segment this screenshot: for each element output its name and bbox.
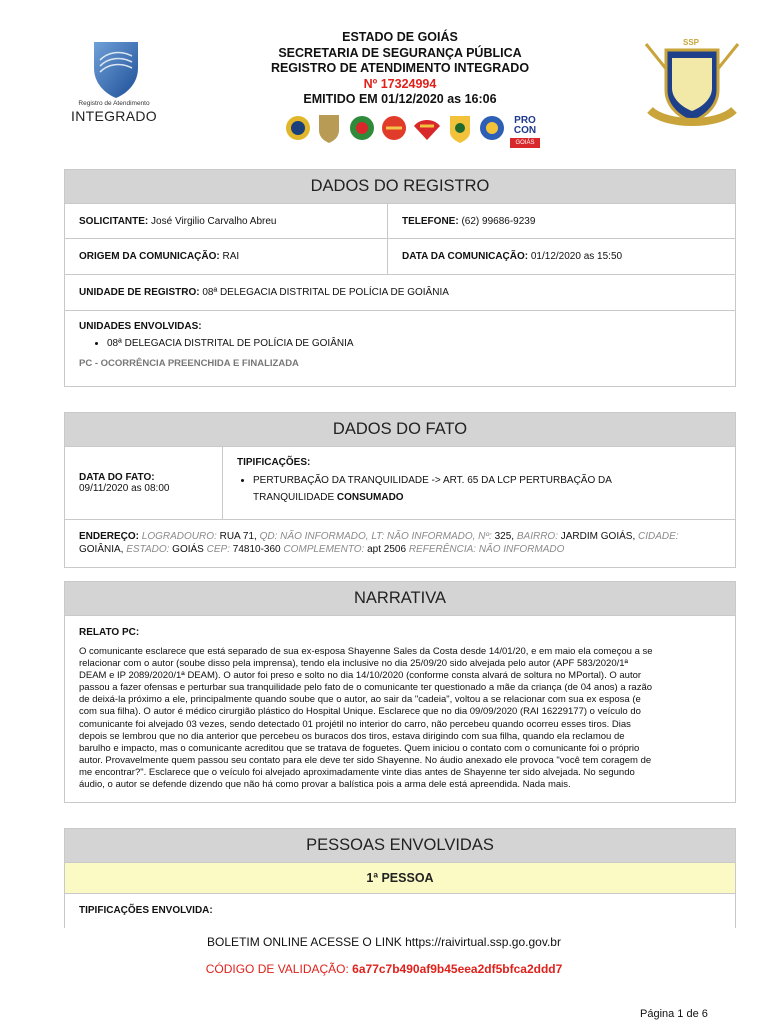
- unit-value: 08ª DELEGACIA DISTRITAL DE POLÍCIA DE GOIÂNIA: [202, 287, 449, 298]
- logo-title: INTEGRADO: [71, 108, 157, 124]
- comm-date-cell: [387, 239, 735, 274]
- issued-date: EMITIDO EM 01/12/2020 as 16:06: [303, 92, 497, 106]
- complement-key: COMPLEMENTO:: [283, 544, 365, 555]
- procon-logo: [510, 116, 540, 148]
- requester-value: José Virgilio Carvalho Abreu: [151, 215, 277, 227]
- online-link-text: BOLETIM ONLINE ACESSE O LINK https://raivirtual.ssp.go.gov.br: [207, 935, 561, 949]
- block-key: QD: NÃO INFORMADO,: [259, 531, 369, 542]
- status-text: PC - OCORRÊNCIA PREENCHIDA E FINALIZADA: [79, 358, 299, 369]
- narrative-line: me encontrar?". Esclarece que o veículo foi alvejado aproximadamente vinte dias antes de Shayenne ter sido alvejada. No segundo: [79, 766, 635, 778]
- typification-status: CONSUMADO: [336, 492, 404, 503]
- wings-badge-icon: [412, 112, 442, 144]
- detran-badge-icon: [380, 112, 408, 144]
- origin-cell: [65, 239, 387, 274]
- registry-section-title: DADOS DO REGISTRO: [65, 170, 735, 204]
- narrative-line: áudio, o autor se defende dizendo que não há como provar a balística pois a arma dele está apreendida. Nada mais.: [79, 779, 571, 791]
- address-label: ENDEREÇO:: [79, 531, 140, 542]
- requester-cell: [65, 204, 387, 238]
- number-value: 325,: [494, 531, 515, 542]
- ssp-emblem-icon: [636, 38, 748, 130]
- narrative-line: de deixá-la próximo a ele, principalmente quando soube que o autor, ao sair da "cadeia", voltou a se relacionar com sua ex esposa (e: [79, 694, 641, 706]
- ssp-label: SSP: [683, 38, 700, 47]
- validation-code: [0, 962, 768, 976]
- registry-data-section: [64, 169, 736, 387]
- typification-line2: TRANQUILIDADE: [253, 492, 335, 503]
- involved-units-list: [79, 338, 721, 349]
- complement-value: apt 2506: [367, 544, 407, 555]
- agency-badges: [278, 112, 538, 152]
- narrative-section-title: NARRATIVA: [65, 582, 735, 616]
- unit-row: [65, 275, 735, 311]
- narrative-line: DEAM e IP 2089/2020/1ª DEAM). O autor foi preso e solto no dia 14/10/2020 (conforme consta alvará de soltura no MPortal). O autor: [79, 670, 642, 682]
- zip-key: CEP:: [206, 544, 230, 555]
- comm-date-value: 01/12/2020 as 15:50: [530, 251, 623, 262]
- street-key: LOGRADOURO:: [141, 531, 217, 542]
- narrative-line: depois se lembrou que no dia anterior que percebeu os buracos dos tiros, estava dirigindo com sua filha, quando ela reclamou de: [79, 730, 625, 742]
- involved-units-block: [65, 311, 735, 369]
- lot-key: LT: NÃO INFORMADO,: [371, 531, 476, 542]
- fact-date-label: DATA DO FATO:: [79, 472, 155, 483]
- narrative-line: comunicante foi alvejado 03 vezes, sendo detectado 01 projétil no interior do carro, não percebeu quando ocorreu esses tiros. Dias: [79, 718, 631, 730]
- cbm-badge-icon: [348, 112, 376, 144]
- header-text: [200, 30, 600, 108]
- zip-value: 74810-360: [232, 544, 281, 555]
- narrative-section: [64, 581, 736, 803]
- phone-cell: [387, 204, 735, 238]
- procon-sub: GOIÁS: [510, 138, 540, 148]
- number-key: Nº:: [478, 531, 492, 542]
- phone-label: TELEFONE:: [402, 215, 459, 227]
- requester-label: SOLICITANTE:: [79, 215, 149, 227]
- requester-row: [65, 204, 735, 239]
- fact-date-value: 09/11/2020 as 08:00: [79, 483, 170, 494]
- narrative-line: barulho e impacto, mas o comunicante acreditou que se tratava de foguetes. Quem iniciou o contato com o comunicante foi o próprio: [79, 742, 640, 754]
- procon-text: PRO CON: [513, 115, 537, 136]
- pm-badge-icon: [284, 112, 312, 144]
- typification-list: [237, 472, 612, 506]
- typification-label: TIPIFICAÇÕES:: [237, 457, 311, 468]
- pc-badge-icon: [316, 112, 342, 144]
- seal-badge-icon: [478, 112, 506, 144]
- ssp-logo: [636, 38, 748, 130]
- phone-value: (62) 99686-9239: [461, 215, 536, 227]
- fact-data-section: [64, 412, 736, 568]
- first-person-title: 1ª PESSOA: [65, 863, 735, 894]
- page-number: Página 1 de 6: [640, 1008, 708, 1020]
- reference-key: REFERÊNCIA: NÃO INFORMADO: [408, 544, 565, 555]
- state-name: ESTADO DE GOIÁS: [342, 30, 458, 44]
- typification-line1: PERTURBAÇÃO DA TRANQUILIDADE -> ART. 65 DA LCP PERTURBAÇÃO DA: [253, 475, 612, 486]
- unit-cell: [65, 275, 735, 310]
- narrative-line: autor. Provavelmente quem passou seu contato para ele deve ter sido Shayenne. No áudio anexado ele provoca "você tem coragem de: [79, 754, 652, 766]
- person-typification-label: TIPIFICAÇÕES ENVOLVIDA:: [79, 905, 213, 916]
- fact-date-cell: [65, 447, 222, 519]
- city-key: CIDADE:: [638, 531, 679, 542]
- district-value: JARDIM GOIÁS,: [560, 531, 636, 542]
- narrative-line: relacionar com o autor (soube disso pela imprensa), tendo ela inclusive no dia 25/09/20 sido alvejada pelo autor (APF 583/2020/1ª: [79, 658, 629, 670]
- registry-name: REGISTRO DE ATENDIMENTO INTEGRADO: [270, 61, 530, 75]
- narrative-line: O comunicante esclarece que está separado de sua ex-esposa Shayenne Sales da Costa desde 14/01/20, e em maio ela começou a se: [79, 646, 653, 657]
- unit-label: UNIDADE DE REGISTRO:: [79, 287, 200, 298]
- involved-units-label: UNIDADES ENVOLVIDAS:: [79, 321, 202, 332]
- narrative-line: passou a fazer ofensas e perturbar sua tranquilidade pelo fato de o comunicante ter questionado a mãe da criança (de 04 anos) a razão: [79, 682, 653, 694]
- registry-number: Nº 17324994: [363, 76, 437, 91]
- city-value: GOIÂNIA,: [79, 544, 124, 555]
- dgap-badge-icon: [446, 112, 474, 144]
- fact-row: [65, 447, 735, 520]
- people-section: [64, 828, 736, 928]
- typification-cell: [222, 447, 735, 519]
- street-value: RUA 71,: [219, 531, 257, 542]
- rai-integrado-logo: [64, 38, 164, 128]
- shield-logo-icon: [90, 38, 142, 100]
- origin-value: RAI: [222, 251, 240, 262]
- involved-unit-item: • 08ª DELEGACIA DISTRITAL DE POLÍCIA DE GOIÂNIA: [107, 338, 721, 349]
- narrative-text: [65, 646, 735, 791]
- logo-subtitle: Registro de Atendimento: [78, 100, 150, 107]
- secretariat-name: SECRETARIA DE SEGURANÇA PÚBLICA: [278, 45, 522, 60]
- validation-code-label: CÓDIGO DE VALIDAÇÃO:: [205, 962, 349, 976]
- district-key: BAIRRO:: [516, 531, 558, 542]
- narrative-line: com sua filha). O autor é médico cirurgião plástico do Hospital Unique. Esclarece que no dia 09/09/2020 (RAI 16229177) o veículo do: [79, 706, 641, 718]
- comm-date-label: DATA DA COMUNICAÇÃO:: [402, 251, 529, 262]
- origin-row: [65, 239, 735, 275]
- validation-code-value: 6a77c7b490af9b45eea2df5bfca2ddd7: [352, 962, 563, 976]
- fact-section-title: DADOS DO FATO: [65, 413, 735, 447]
- state-value: GOIÁS: [172, 544, 204, 555]
- origin-label: ORIGEM DA COMUNICAÇÃO:: [79, 251, 220, 262]
- address-block: [65, 520, 735, 556]
- state-key: ESTADO:: [126, 544, 170, 555]
- document-header: [0, 0, 768, 160]
- report-label: RELATO PC:: [79, 627, 140, 638]
- people-section-title: PESSOAS ENVOLVIDAS: [65, 829, 735, 863]
- typification-item: [253, 472, 612, 506]
